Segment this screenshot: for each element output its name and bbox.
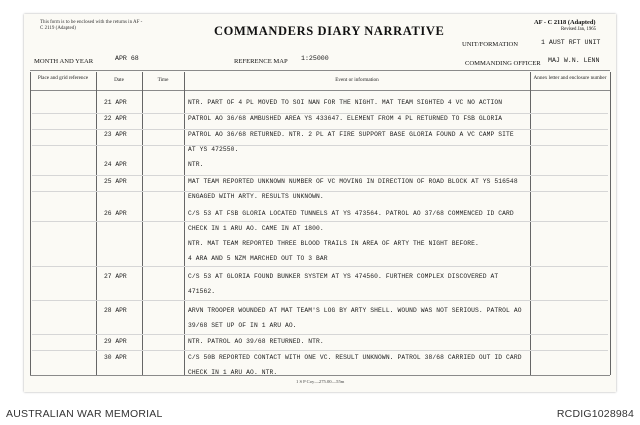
month-year-label: MONTH AND YEAR (34, 58, 94, 65)
entry-text: 4 ARA AND 5 NZM MARCHED OUT TO 3 BAR (188, 255, 328, 262)
entry-text: 39/68 SET UP OF IN 1 ARU AO. (188, 322, 297, 329)
entry-date: 23 APR (104, 131, 127, 138)
printer-note: 1 S P Coy—275.00—55m (296, 379, 345, 384)
column-divider (96, 72, 97, 375)
table-top-rule (30, 70, 610, 71)
entry-text: NTR. PART OF 4 PL MOVED TO SOI NAN FOR THE NIGHT. MAT TEAM SIGHTED 4 VC NO ACTION (188, 99, 503, 106)
entry-text: MAT TEAM REPORTED UNKNOWN NUMBER OF VC MOVING IN DIRECTION OF ROAD BLOCK AT YS 516548 (188, 178, 518, 185)
row-rule (32, 300, 608, 301)
table-header-rule (30, 90, 610, 91)
entry-date: 27 APR (104, 273, 127, 280)
entry-text: C/S 50B REPORTED CONTACT WITH ONE VC. RESULT UNKNOWN. PATROL 38/68 CARRIED OUT ID CARD (188, 354, 522, 361)
reference-map-label: REFERENCE MAP (234, 58, 288, 65)
row-rule (32, 350, 608, 351)
entry-date: 21 APR (104, 99, 127, 106)
entry-text: CHECK IN 1 ARU AO. NTR. (188, 369, 278, 376)
commanding-officer-value: MAJ W.N. LENN (548, 57, 600, 64)
form-enclosure-note: This form is to be enclosed with the returns in AF - C 2119 (Adapted) (40, 20, 143, 31)
entry-text: PATROL AO 36/68 RETURNED. NTR. 2 PL AT FIRE SUPPORT BASE GLORIA FOUND A VC CAMP SITE (188, 131, 514, 138)
entry-text: NTR. MAT TEAM REPORTED THREE BLOOD TRAILS IN AREA OF ARTY THE NIGHT BEFORE. (188, 240, 479, 247)
column-header-date: Date (114, 77, 124, 83)
entry-text: NTR. (188, 161, 204, 168)
column-header-annex: Annex letter and enclosure number (533, 75, 607, 81)
entry-date: 25 APR (104, 178, 127, 185)
entry-text: C/S 53 AT FSB GLORIA LOCATED TUNNELS AT YS 473564. PATROL AO 37/68 COMMENCED ID CARD (188, 210, 514, 217)
row-rule (32, 334, 608, 335)
row-rule (32, 129, 608, 130)
entry-date: 26 APR (104, 210, 127, 217)
row-rule (32, 145, 608, 146)
entry-date: 29 APR (104, 338, 127, 345)
entry-text: NTR. PATROL AO 39/68 RETURNED. NTR. (188, 338, 324, 345)
row-rule (32, 266, 608, 267)
entry-date: 22 APR (104, 115, 127, 122)
column-header-event: Event or information (335, 77, 379, 83)
column-divider (610, 72, 611, 375)
footer-source: AUSTRALIAN WAR MEMORIAL (6, 408, 163, 420)
entry-text: ENGAGED WITH ARTY. RESULTS UNKNOWN. (188, 193, 324, 200)
column-divider (184, 72, 185, 375)
entry-text: CHECK IN 1 ARU AO. CAME IN AT 1800. (188, 225, 324, 232)
reference-map-value: 1:25000 (301, 55, 329, 62)
row-rule (32, 191, 608, 192)
entry-text: 471562. (188, 288, 216, 295)
entry-text: C/S 53 AT GLORIA FOUND BUNKER SYSTEM AT YS 474560. FURTHER COMPLEX DISCOVERED AT (188, 273, 499, 280)
column-header-place: Place and grid reference (37, 75, 89, 81)
row-rule (32, 113, 608, 114)
column-header-time: Time (157, 77, 169, 83)
column-divider (530, 72, 531, 375)
footer-record-id: RCDIG1028984 (556, 408, 634, 420)
entry-date: 28 APR (104, 307, 127, 314)
row-rule (32, 175, 608, 176)
entry-date: 24 APR (104, 161, 127, 168)
entry-text: ARVN TROOPER WOUNDED AT MAT TEAM'S LOG BY ARTY SHELL. WOUND WAS NOT SERIOUS. PATROL AO (188, 307, 522, 314)
page-title: COMMANDERS DIARY NARRATIVE (214, 24, 445, 38)
column-divider (142, 72, 143, 375)
entry-date: 30 APR (104, 354, 127, 361)
commanding-officer-label: COMMANDING OFFICER (465, 60, 541, 67)
unit-label: UNIT/FORMATION (462, 41, 519, 48)
diary-form (24, 14, 616, 392)
table-bottom-rule (30, 375, 610, 376)
column-divider (30, 72, 31, 375)
form-code: AF - C 2118 (Adapted) (534, 19, 596, 26)
unit-value: 1 AUST RFT UNIT (541, 39, 601, 46)
month-year-value: APR 68 (115, 55, 139, 62)
entry-text: AT YS 472550. (188, 146, 239, 153)
row-rule (32, 221, 608, 222)
form-revised-date: Revised Jan, 1965 (561, 27, 597, 32)
entry-text: PATROL AO 36/68 AMBUSHED AREA YS 433647. ELEMENT FROM 4 PL RETURNED TO FSB GLORIA (188, 115, 503, 122)
